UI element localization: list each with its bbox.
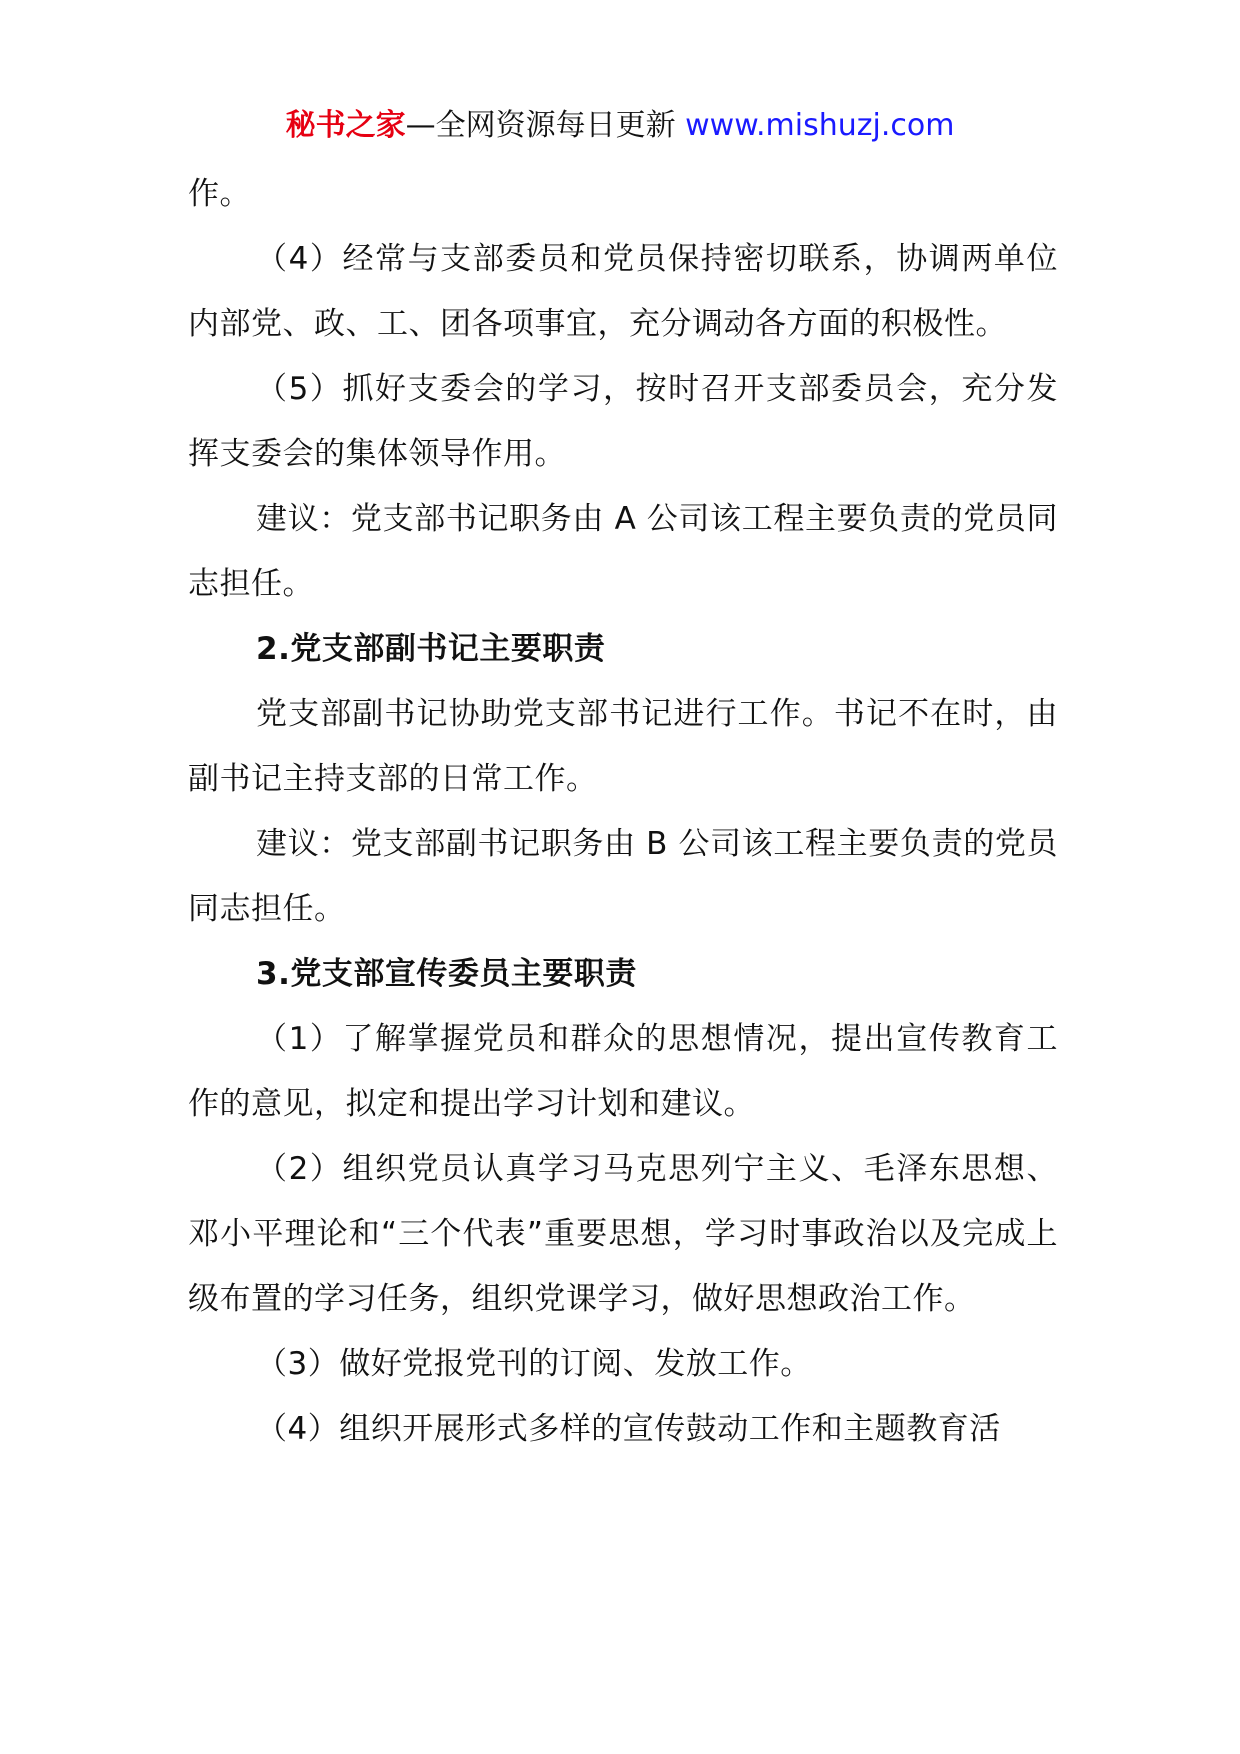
header-tagline: —全网资源每日更新 bbox=[405, 108, 686, 143]
paragraph: 党支部副书记协助党支部书记进行工作。书记不在时，由副书记主持支部的日常工作。 bbox=[188, 696, 1058, 797]
header-brand: 秘书之家 bbox=[285, 108, 406, 143]
paragraph: （3）做好党报党刊的订阅、发放工作。 bbox=[256, 1346, 812, 1382]
document-body bbox=[188, 162, 1058, 1462]
section-heading: 3.党支部宣传委员主要职责 bbox=[256, 956, 637, 992]
paragraph: （2）组织党员认真学习马克思列宁主义、毛泽东思想、邓小平理论和“三个代表”重要思想，学习时事政治以及完成上级布置的学习任务，组织党课学习，做好思想政治工作。 bbox=[188, 1151, 1058, 1317]
paragraph-continuation: 作。 bbox=[188, 176, 251, 212]
paragraph: 建议：党支部书记职务由 A 公司该工程主要负责的党员同志担任。 bbox=[188, 501, 1058, 602]
page-header bbox=[0, 100, 1240, 152]
paragraph: （5）抓好支委会的学习，按时召开支部委员会，充分发挥支委会的集体领导作用。 bbox=[188, 371, 1058, 472]
paragraph: （4）经常与支部委员和党员保持密切联系，协调两单位内部党、政、工、团各项事宜，充分调动各方面的积极性。 bbox=[188, 241, 1058, 342]
paragraph: （1）了解掌握党员和群众的思想情况，提出宣传教育工作的意见，拟定和提出学习计划和建议。 bbox=[188, 1021, 1058, 1122]
paragraph: 建议：党支部副书记职务由 B 公司该工程主要负责的党员同志担任。 bbox=[188, 826, 1058, 927]
paragraph: （4）组织开展形式多样的宣传鼓动工作和主题教育活 bbox=[256, 1411, 1001, 1447]
header-url[interactable]: www.mishuzj.com bbox=[685, 108, 955, 143]
section-heading: 2.党支部副书记主要职责 bbox=[256, 631, 606, 667]
